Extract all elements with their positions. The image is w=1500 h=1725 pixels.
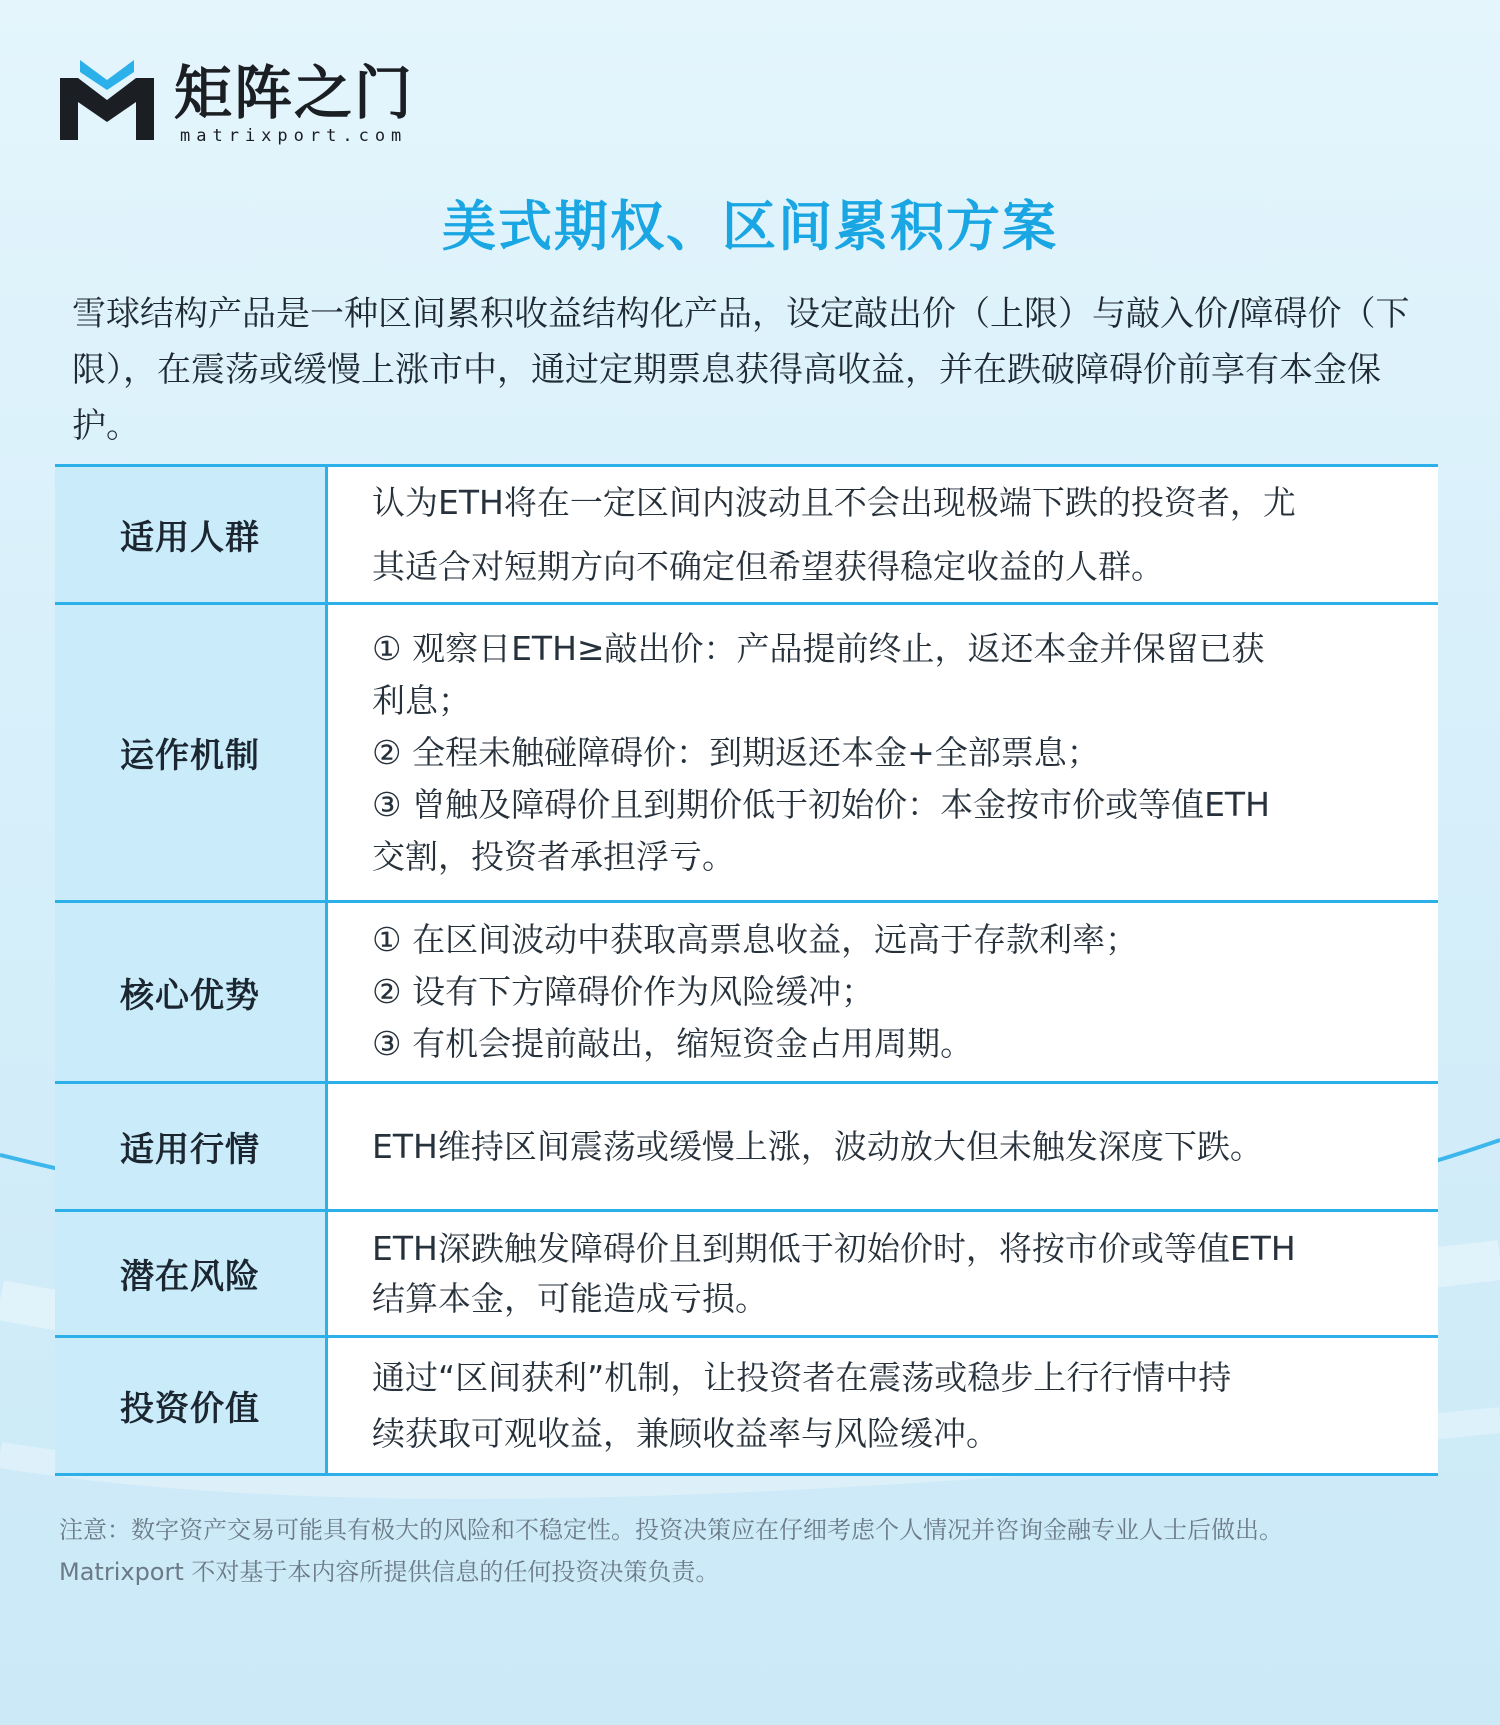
brand-name-cn: 矩阵之门 bbox=[174, 59, 415, 127]
row-content bbox=[328, 1338, 1438, 1473]
row-line: 认为ETH将在一定区间内波动且不会出现极端下跌的投资者，尤 bbox=[372, 482, 1296, 522]
intro-paragraph: 雪球结构产品是一种区间累积收益结构化产品，设定敲出价（上限）与敲入价/障碍价（下限），在震荡或缓慢上涨市中，通过定期票息获得高收益，并在跌破障碍价前享有本金保护。 bbox=[72, 294, 1410, 446]
disclaimer bbox=[59, 1509, 1459, 1593]
row-content bbox=[328, 467, 1438, 602]
row-line: ① 观察日ETH≥敲出价：产品提前终止，返还本金并保留已获 bbox=[372, 628, 1265, 668]
row-content bbox=[328, 1212, 1438, 1335]
row-line: ① 在区间波动中获取高票息收益，远高于存款利率； bbox=[372, 920, 1139, 959]
row-line: 其适合对短期方向不确定但希望获得稳定收益的人群。 bbox=[372, 546, 1164, 586]
table-row-market bbox=[55, 1084, 1438, 1212]
row-line: 交割，投资者承担浮亏。 bbox=[372, 836, 735, 876]
row-line: 续获取可观收益，兼顾收益率与风险缓冲。 bbox=[372, 1413, 999, 1453]
row-label: 核心优势 bbox=[55, 903, 328, 1081]
row-content bbox=[328, 605, 1438, 900]
row-line: 结算本金，可能造成亏损。 bbox=[372, 1278, 768, 1318]
row-label: 运作机制 bbox=[55, 605, 328, 900]
row-label: 适用人群 bbox=[55, 467, 328, 602]
row-line: ETH深跌触发障碍价且到期低于初始价时，将按市价或等值ETH bbox=[372, 1228, 1296, 1268]
table-row-advantages bbox=[55, 903, 1438, 1084]
row-label: 适用行情 bbox=[55, 1084, 328, 1209]
info-table bbox=[55, 464, 1438, 1476]
row-line: ETH维持区间震荡或缓慢上涨，波动放大但未触发深度下跌。 bbox=[372, 1126, 1263, 1166]
row-line: 通过“区间获利”机制，让投资者在震荡或稳步上行行情中持 bbox=[372, 1357, 1232, 1397]
disclaimer-line: Matrixport 不对基于本内容所提供信息的任何投资决策负责。 bbox=[59, 1558, 720, 1586]
row-line: ③ 有机会提前敲出，缩短资金占用周期。 bbox=[372, 1024, 974, 1063]
brand-wordmark bbox=[174, 60, 414, 146]
table-row-value bbox=[55, 1338, 1438, 1473]
row-content bbox=[328, 1084, 1438, 1209]
page-title: 美式期权、区间累积方案 bbox=[442, 195, 1058, 258]
disclaimer-line: 注意：数字资产交易可能具有极大的风险和不稳定性。投资决策应在仔细考虑个人情况并咨询金融专业人士后做出。 bbox=[59, 1516, 1283, 1544]
row-label: 投资价值 bbox=[55, 1338, 328, 1473]
matrixport-m-logo-icon bbox=[58, 58, 156, 142]
table-row-mechanism bbox=[55, 605, 1438, 903]
row-line: ③ 曾触及障碍价且到期价低于初始价：本金按市价或等值ETH bbox=[372, 784, 1270, 824]
table-row-risk bbox=[55, 1212, 1438, 1338]
brand-logo bbox=[58, 58, 414, 154]
row-line: ② 设有下方障碍价作为风险缓冲； bbox=[372, 972, 875, 1011]
table-row-audience bbox=[55, 467, 1438, 605]
brand-name-en: matrixport.com bbox=[180, 126, 408, 146]
row-line: 利息； bbox=[372, 680, 471, 720]
row-label: 潜在风险 bbox=[55, 1212, 328, 1335]
row-content bbox=[328, 903, 1438, 1081]
row-line: ② 全程未触碰障碍价：到期返还本金+全部票息； bbox=[372, 732, 1100, 772]
